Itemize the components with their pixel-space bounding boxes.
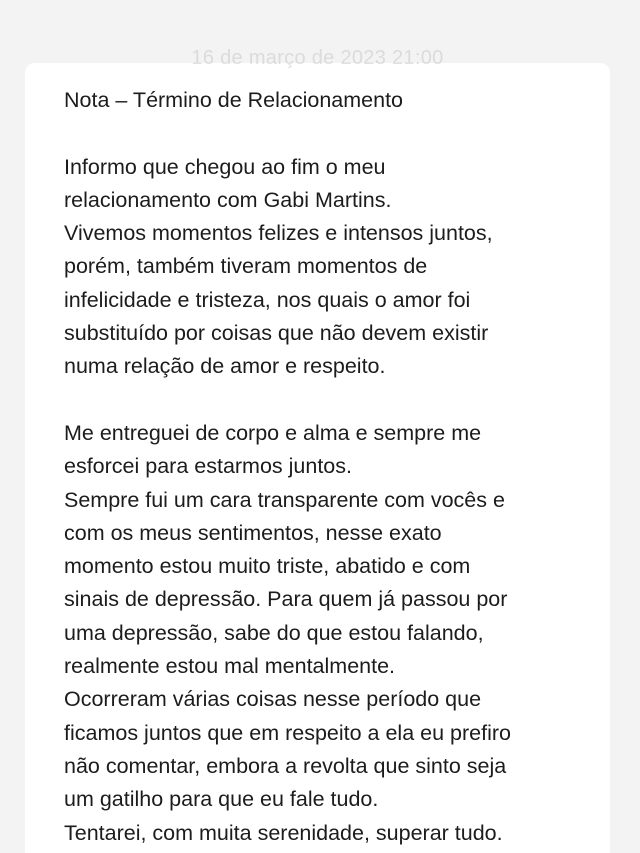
note-line: numa relação de amor e respeito. [64,354,386,379]
note-line: não comentar, embora a revolta que sinto seja [64,753,507,778]
note-title: Nota – Término de Relacionamento [64,88,404,112]
note-line: relacionamento com Gabi Martins. [64,187,392,212]
note-body[interactable] [64,84,604,850]
note-line: momento estou muito triste, abatido e com [64,554,471,579]
note-line: uma depressão, sabe do que estou falando, [64,620,484,645]
paragraph-gap [64,117,604,150]
note-line: Informo que chegou ao fim o meu [64,154,386,179]
note-line: Me entreguei de corpo e alma e sempre me [64,420,482,445]
note-line: Tentarei, com muita serenidade, superar tudo. [64,820,503,845]
note-line: ficamos juntos que em respeito a ela eu prefiro [64,720,511,745]
paragraph-gap [64,384,604,417]
note-line: Ocorreram várias coisas nesse período que [64,687,482,712]
note-line: com os meus sentimentos, nesse exato [64,520,442,545]
note-line: porém, também tiveram momentos de [64,254,428,279]
note-line: realmente estou mal mentalmente. [64,654,396,679]
note-line: infelicidade e tristeza, nos quais o amor foi [64,287,471,312]
note-line: Vivemos momentos felizes e intensos juntos, [64,221,493,246]
note-line: um gatilho para que eu fale tudo. [64,787,379,812]
note-line: substituído por coisas que não devem existir [64,321,489,346]
note-date: 16 de março de 2023 21:00 [191,47,444,69]
note-card[interactable] [25,47,610,853]
note-line: sinais de depressão. Para quem já passou por [64,587,508,612]
note-line: esforcei para estarmos juntos. [64,454,352,479]
note-line: Sempre fui um cara transparente com vocês e [64,487,505,512]
